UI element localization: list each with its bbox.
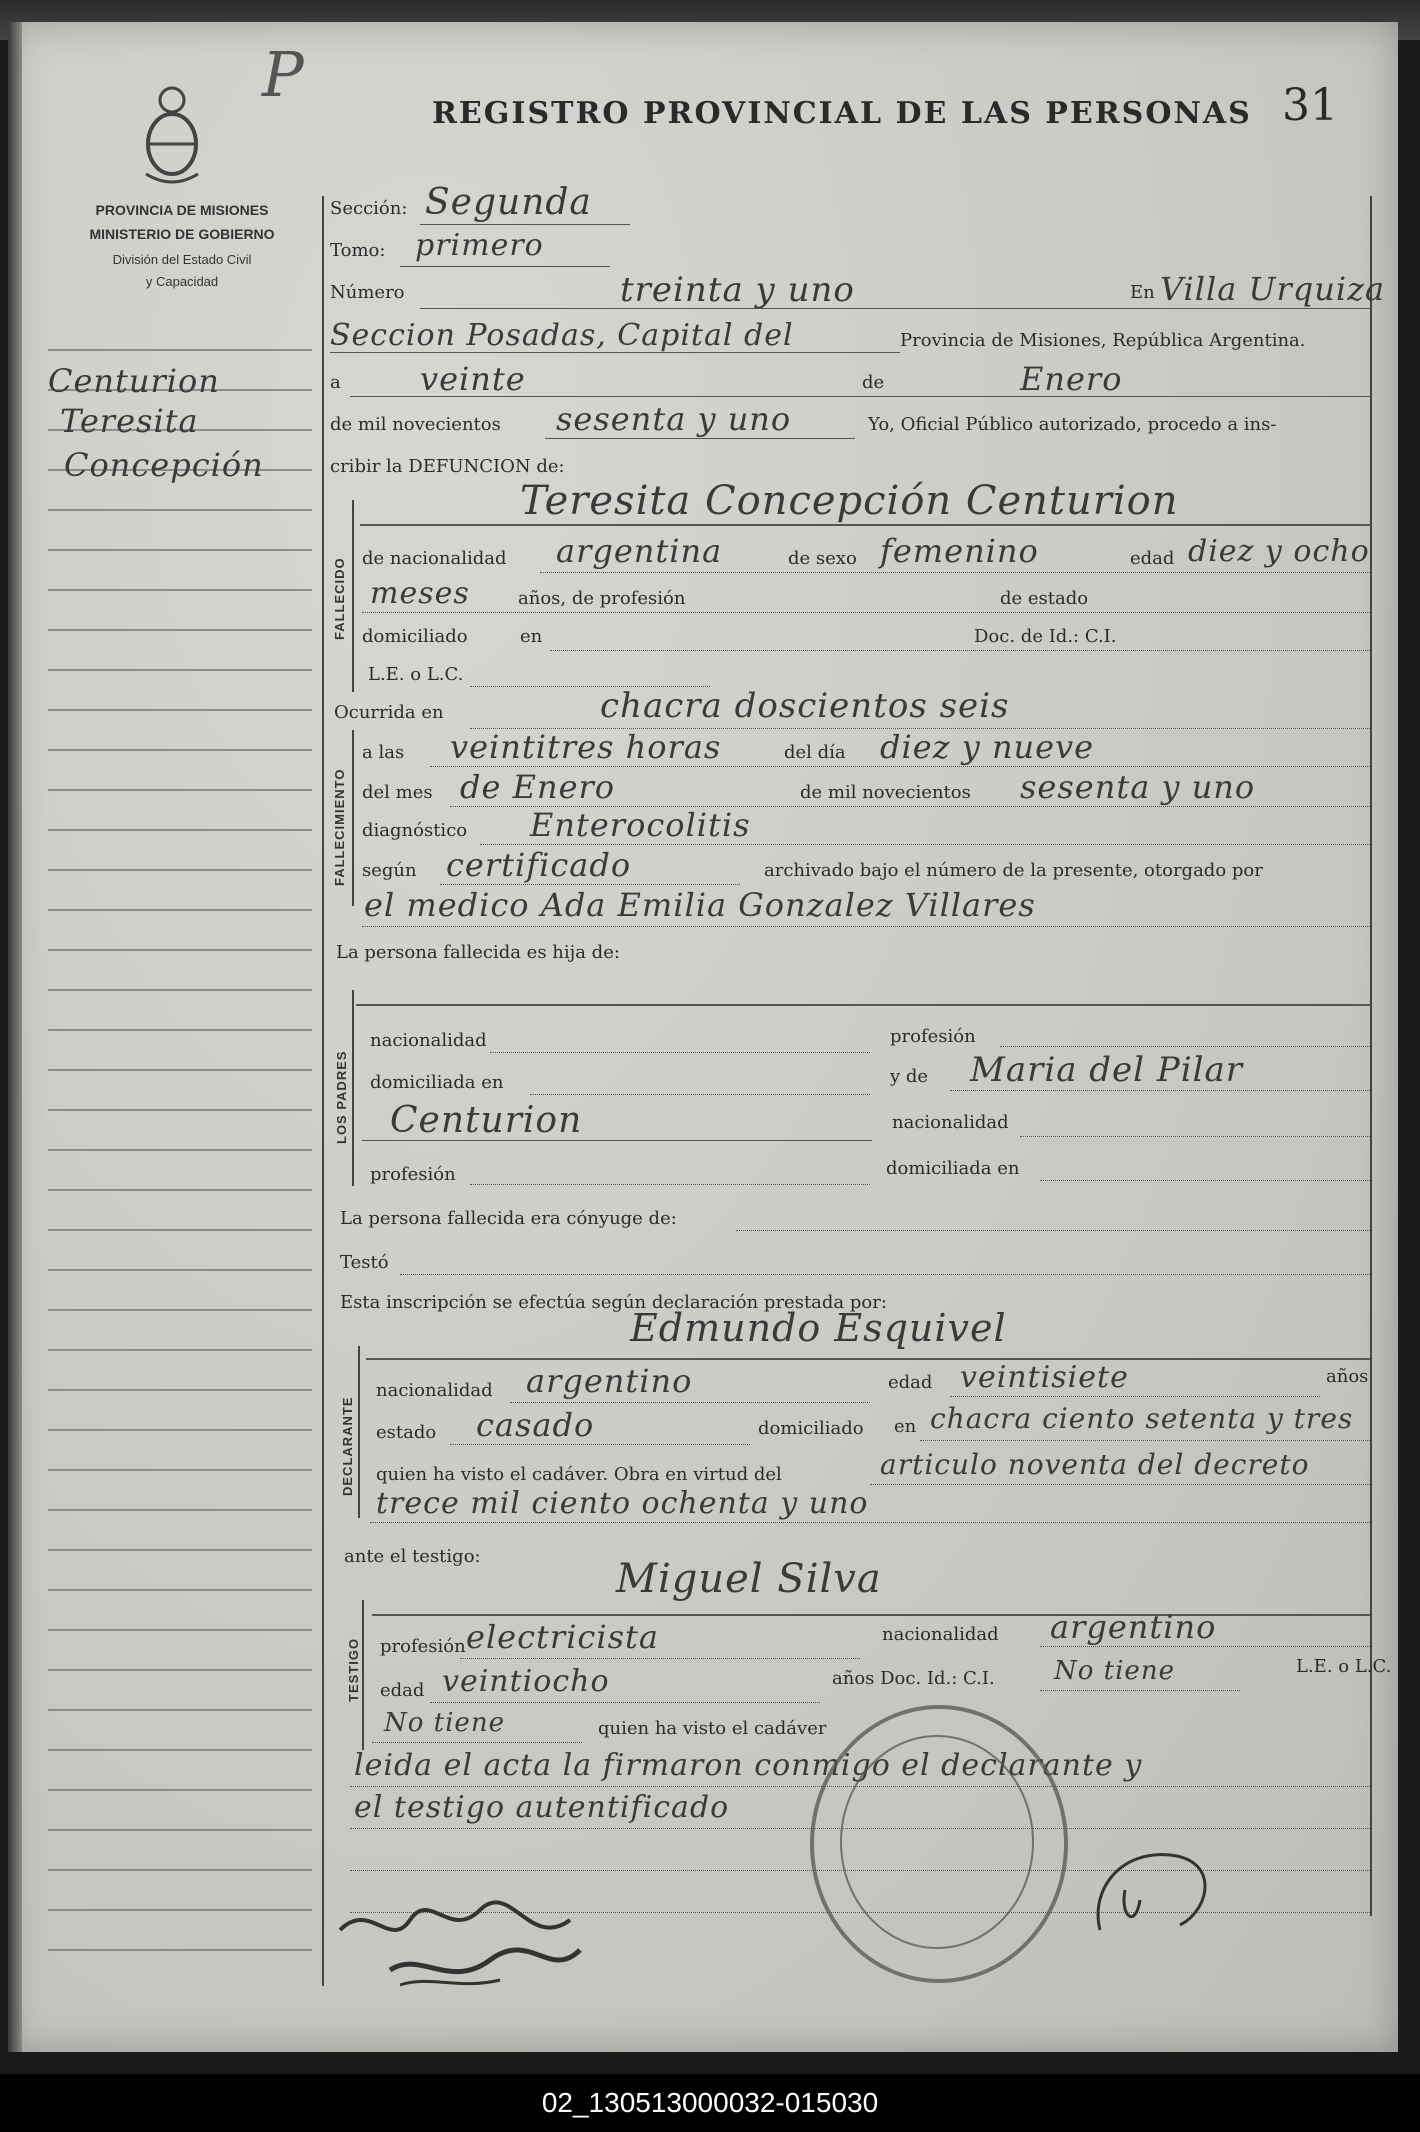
estado-label: de estado bbox=[1000, 588, 1089, 609]
posadas-line bbox=[330, 352, 900, 353]
diagnostico-label: diagnóstico bbox=[362, 820, 468, 841]
madre-line bbox=[950, 1090, 1370, 1091]
page-title: REGISTRO PROVINCIAL DE LAS PERSONAS bbox=[432, 96, 1252, 131]
en-label: En bbox=[1130, 282, 1155, 303]
declarante-nombre: Edmundo Esquivel bbox=[630, 1306, 1007, 1350]
hora-line bbox=[430, 766, 1370, 767]
declarante-nacionalidad-line bbox=[510, 1402, 870, 1403]
tomo-value: primero bbox=[415, 228, 544, 263]
testigo-edad-label: edad bbox=[380, 1680, 425, 1701]
hora-value: veintitres horas bbox=[450, 728, 722, 766]
madre-nacionalidad-line bbox=[1020, 1136, 1370, 1137]
page-number: 31 bbox=[1282, 80, 1338, 131]
declarante-section-label: DECLARANTE bbox=[340, 1396, 355, 1496]
seccion-value: Segunda bbox=[425, 182, 592, 223]
fecha-line bbox=[350, 396, 1370, 397]
mil-label: de mil novecientos bbox=[330, 414, 501, 435]
padre-domicilio-line bbox=[530, 1094, 870, 1095]
mes-fallecimiento-value: de Enero bbox=[460, 768, 616, 806]
testigo-edad-value: veintiocho bbox=[442, 1664, 610, 1699]
en-value: Villa Urquiza bbox=[1160, 270, 1386, 308]
testigo-nombre: Miguel Silva bbox=[616, 1556, 882, 1602]
testigo-section-label: TESTIGO bbox=[346, 1637, 361, 1702]
testigo-nacionalidad-label: nacionalidad bbox=[882, 1624, 999, 1645]
archivado-label: archivado bajo el número de la presente, otorgado por bbox=[764, 860, 1263, 881]
padre-nacionalidad-line bbox=[490, 1052, 870, 1053]
margin-note-surname: Centurion bbox=[48, 362, 220, 400]
testigo-nacionalidad-line bbox=[1040, 1646, 1370, 1647]
declarante-estado-line bbox=[450, 1444, 750, 1445]
testo-line bbox=[400, 1274, 1370, 1275]
de-label: de bbox=[862, 372, 885, 393]
declarante-decreto-line bbox=[370, 1522, 1370, 1523]
testigo-nacionalidad-value: argentino bbox=[1050, 1608, 1217, 1646]
testigo-top-line bbox=[372, 1614, 1370, 1616]
division-heading-2: y Capacidad bbox=[145, 274, 219, 289]
madre-nombre: Maria del Pilar bbox=[970, 1050, 1244, 1090]
official-seal-stamp bbox=[810, 1705, 1068, 1983]
testo-label: Testó bbox=[340, 1252, 389, 1273]
anio-fallecimiento-value: sesenta y uno bbox=[1020, 768, 1256, 806]
declarante-edad-value: veintisiete bbox=[960, 1360, 1129, 1395]
meses-value: meses bbox=[370, 576, 470, 611]
declarante-nacionalidad-value: argentino bbox=[526, 1362, 693, 1400]
numero-line bbox=[420, 308, 1370, 309]
padres-intro: La persona fallecida es hija de: bbox=[336, 942, 620, 963]
declarante-estado-value: casado bbox=[476, 1406, 595, 1444]
image-code-footer: 02_130513000032-015030 bbox=[0, 2074, 1420, 2132]
conyuge-label: La persona fallecida era cónyuge de: bbox=[340, 1208, 677, 1229]
tomo-label: Tomo: bbox=[330, 240, 386, 261]
yo-label: Yo, Oficial Público autorizado, procedo a ins- bbox=[868, 414, 1277, 435]
ministry-heading: MINISTERIO DE GOBIERNO bbox=[89, 226, 275, 242]
padres-top-line bbox=[356, 1004, 1370, 1006]
domiciliado-en-label: en bbox=[520, 626, 543, 647]
cierre-linea-1: leida el acta la firmaron conmigo el declarante y bbox=[354, 1748, 1143, 1783]
seccion-label: Sección: bbox=[330, 198, 408, 219]
fallecido-nombre: Teresita Concepción Centurion bbox=[520, 478, 1179, 524]
sexo-value: femenino bbox=[880, 532, 1039, 570]
a-label: a bbox=[330, 372, 341, 393]
testigo-bracket bbox=[362, 1600, 364, 1750]
fallecido-bracket bbox=[352, 500, 354, 692]
seccion-line bbox=[420, 224, 630, 225]
corner-mark: P bbox=[262, 38, 304, 111]
madre-apellido: Centurion bbox=[390, 1100, 583, 1141]
testigo-ci-value: No tiene bbox=[1054, 1656, 1175, 1686]
numero-value: treinta y uno bbox=[620, 270, 855, 310]
declarante-domicilio-line bbox=[920, 1440, 1370, 1441]
madre-profesion-line bbox=[470, 1184, 870, 1185]
diagnostico-line bbox=[480, 844, 1370, 845]
numero-label: Número bbox=[330, 282, 405, 303]
ocurrida-label: Ocurrida en bbox=[334, 702, 444, 723]
edad-value: diez y ocho bbox=[1188, 534, 1370, 569]
provincia-label: Provincia de Misiones, República Argentina. bbox=[900, 330, 1306, 351]
y-de-label: y de bbox=[890, 1066, 929, 1087]
declarante-signature bbox=[330, 1890, 600, 2000]
segun-label: según bbox=[362, 860, 417, 881]
declarante-top-line bbox=[366, 1358, 1370, 1360]
testigo-anios-label: años Doc. Id.: C.I. bbox=[832, 1668, 995, 1689]
nacionalidad-label: de nacionalidad bbox=[362, 548, 507, 569]
madre-profesion-label: profesión bbox=[370, 1164, 456, 1185]
declarante-estado-label: estado bbox=[376, 1422, 437, 1443]
padre-domiciliada-label: domiciliada en bbox=[370, 1072, 504, 1093]
margin-note-firstname: Teresita bbox=[60, 402, 199, 440]
segun-line bbox=[440, 884, 740, 885]
testigo-intro: ante el testigo: bbox=[344, 1546, 481, 1567]
le-label: L.E. o L.C. bbox=[368, 664, 464, 685]
padres-bracket bbox=[352, 990, 354, 1186]
declarante-decreto-value: trece mil ciento ochenta y uno bbox=[376, 1486, 869, 1521]
seccion-posadas-value: Seccion Posadas, Capital del bbox=[330, 318, 794, 353]
declarante-bracket bbox=[358, 1346, 360, 1518]
testigo-edad-line bbox=[430, 1702, 820, 1703]
testigo-quien-label: quien ha visto el cadáver bbox=[598, 1718, 827, 1739]
diagnostico-value: Enterocolitis bbox=[530, 806, 751, 844]
testigo-profesion-line bbox=[460, 1658, 860, 1659]
division-heading: División del Estado Civil bbox=[112, 252, 252, 267]
fallecido-line bbox=[360, 524, 1370, 526]
segun-value: certificado bbox=[446, 846, 632, 884]
doc-label: Doc. de Id.: C.I. bbox=[974, 626, 1117, 647]
madre-domicilio-line bbox=[1040, 1180, 1370, 1181]
fallecimiento-bracket bbox=[352, 730, 354, 906]
conyuge-line bbox=[736, 1230, 1370, 1231]
mil-fallecimiento-label: de mil novecientos bbox=[800, 782, 971, 803]
medico-line bbox=[362, 926, 1370, 927]
declarante-intro: Esta inscripción se efectúa según declaración prestada por: bbox=[340, 1292, 887, 1313]
declarante-domicilio-value: chacra ciento setenta y tres bbox=[930, 1402, 1354, 1435]
argentina-coat-of-arms-icon bbox=[138, 82, 206, 188]
declarante-domiciliado-label: domiciliado bbox=[758, 1418, 864, 1439]
padres-section-label: LOS PADRES bbox=[334, 1050, 349, 1144]
cierre-linea-2: el testigo autentificado bbox=[354, 1790, 730, 1825]
fallecimiento-section-label: FALLECIMIENTO bbox=[332, 768, 347, 886]
dia-value: veinte bbox=[420, 360, 526, 398]
declarante-articulo-value: articulo noventa del decreto bbox=[880, 1448, 1310, 1481]
testigo-ci-line bbox=[1040, 1690, 1240, 1691]
declarante-edad-label: edad bbox=[888, 1372, 933, 1393]
profesion-line bbox=[362, 612, 1370, 613]
testigo-le-value: No tiene bbox=[384, 1708, 505, 1738]
padre-profesion-line bbox=[1000, 1046, 1370, 1047]
cribir-label: cribir la DEFUNCION de: bbox=[330, 456, 565, 477]
sexo-label: de sexo bbox=[788, 548, 857, 569]
madre-nacionalidad-label: nacionalidad bbox=[892, 1112, 1009, 1133]
oficial-signature bbox=[1080, 1830, 1230, 1940]
province-heading: PROVINCIA DE MISIONES bbox=[95, 202, 269, 218]
nacionalidad-value: argentina bbox=[556, 532, 723, 570]
declarante-en-label: en bbox=[894, 1416, 917, 1437]
margin-note-middlename: Concepción bbox=[64, 446, 264, 484]
testigo-profesion-value: electricista bbox=[466, 1618, 659, 1656]
madre-apellido-line bbox=[362, 1140, 872, 1141]
anio-value: sesenta y uno bbox=[556, 400, 792, 438]
a-las-label: a las bbox=[362, 742, 405, 763]
declarante-articulo-line bbox=[870, 1484, 1370, 1485]
domicilio-line bbox=[550, 650, 1370, 651]
fallecido-section-label: FALLECIDO bbox=[332, 557, 347, 640]
del-mes-label: del mes bbox=[362, 782, 433, 803]
madre-domiciliada-label: domiciliada en bbox=[886, 1158, 1020, 1179]
anio-line bbox=[545, 438, 855, 439]
page-edge bbox=[8, 22, 22, 2052]
testigo-profesion-label: profesión bbox=[380, 1636, 466, 1657]
ocurrida-value: chacra doscientos seis bbox=[600, 686, 1010, 726]
declarante-edad-line bbox=[950, 1396, 1320, 1397]
medico-value: el medico Ada Emilia Gonzalez Villares bbox=[364, 886, 1036, 924]
left-border bbox=[322, 196, 324, 1986]
edad-label: edad bbox=[1130, 548, 1175, 569]
padre-nacionalidad-label: nacionalidad bbox=[370, 1030, 487, 1051]
padre-profesion-label: profesión bbox=[890, 1026, 976, 1047]
margin-ruled-lines bbox=[48, 340, 312, 1980]
del-dia-label: del día bbox=[784, 742, 846, 763]
testigo-le-label: L.E. o L.C. bbox=[1296, 1656, 1392, 1677]
mes-value: Enero bbox=[1020, 360, 1123, 398]
tomo-line bbox=[400, 266, 610, 267]
declarante-quien-label: quien ha visto el cadáver. Obra en virtud del bbox=[376, 1464, 782, 1485]
dia-fallecimiento-value: diez y nueve bbox=[880, 728, 1095, 766]
declarante-anios-label: años bbox=[1326, 1366, 1369, 1387]
nacionalidad-line bbox=[540, 572, 1370, 573]
testigo-le-line bbox=[372, 1742, 582, 1743]
declarante-nacionalidad-label: nacionalidad bbox=[376, 1380, 493, 1401]
anios-profesion-label: años, de profesión bbox=[518, 588, 686, 609]
domiciliado-label: domiciliado bbox=[362, 626, 468, 647]
